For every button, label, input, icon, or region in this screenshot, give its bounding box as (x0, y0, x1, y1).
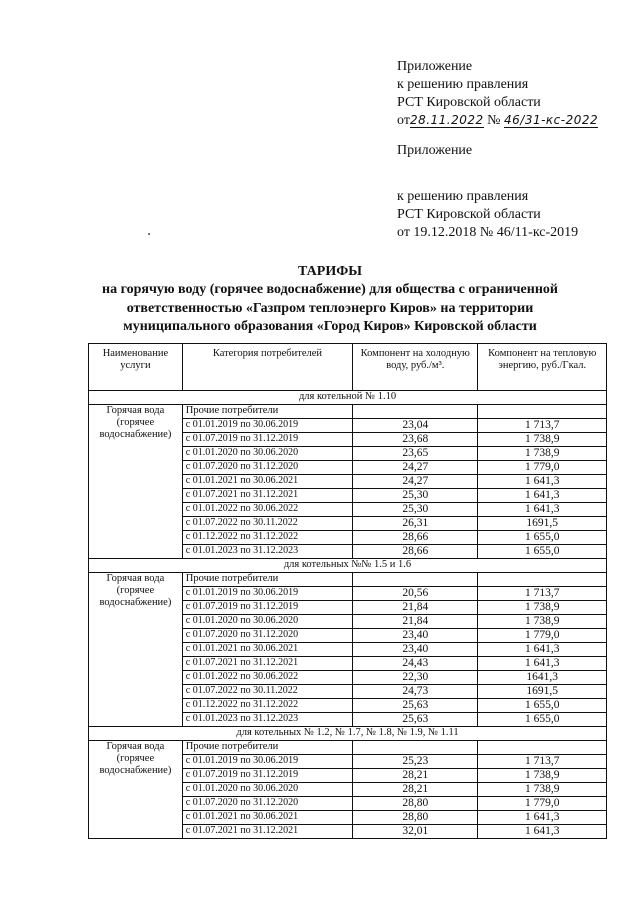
heat-energy-value: 1 655,0 (478, 699, 607, 713)
heat-energy-value: 1 779,0 (478, 629, 607, 643)
heat-energy-value: 1 713,7 (478, 587, 607, 601)
period-cell: с 01.01.2023 по 31.12.2023 (182, 713, 352, 727)
table-header-row (89, 344, 607, 391)
period-cell: с 01.07.2019 по 31.12.2019 (182, 601, 352, 615)
cold-water-value: 23,65 (353, 447, 478, 461)
section-row (89, 727, 607, 741)
handwritten-date: 28.11.2022 (409, 113, 484, 127)
consumer-category: Прочие потребители (182, 405, 352, 419)
period-cell: с 01.01.2021 по 30.06.2021 (182, 811, 352, 825)
heat-energy-value: 1 655,0 (478, 545, 607, 559)
period-cell: с 01.01.2023 по 31.12.2023 (182, 545, 352, 559)
period-cell: с 01.07.2021 по 31.12.2021 (182, 489, 352, 503)
cold-water-value: 25,30 (353, 503, 478, 517)
handwritten-number: 46/31-кс-2022 (504, 113, 599, 127)
header-cold-water: Компонент на холодную воду, руб./м³. (353, 344, 478, 391)
heat-energy-value: 1691,5 (478, 517, 607, 531)
document-subtitle-line: муниципального образования «Город Киров» Кировской области (123, 319, 537, 334)
period-cell: с 01.01.2019 по 30.06.2019 (182, 755, 352, 769)
heat-energy-value: 1 779,0 (478, 797, 607, 811)
heat-energy-value: 1 641,3 (478, 475, 607, 489)
empty-cell (478, 741, 607, 755)
period-cell: с 01.07.2021 по 31.12.2021 (182, 657, 352, 671)
cold-water-value: 24,27 (353, 475, 478, 489)
appendix-header-original (397, 142, 578, 242)
category-row (89, 741, 607, 755)
section-title: для котельной № 1.10 (89, 391, 607, 405)
cold-water-value: 24,43 (353, 657, 478, 671)
section-title: для котельных № 1.2, № 1.7, № 1.8, № 1.9, № 1.11 (89, 727, 607, 741)
period-cell: с 01.01.2020 по 30.06.2020 (182, 615, 352, 629)
heat-energy-value: 1 738,9 (478, 433, 607, 447)
appendix-label: Приложение (397, 143, 473, 158)
decision-label: к решению правления (397, 77, 529, 92)
document-subtitle-line: ответственностью «Газпром теплоэнерго Киров» на территории (126, 301, 534, 316)
section-row (89, 391, 607, 405)
period-cell: с 01.07.2022 по 30.11.2022 (182, 685, 352, 699)
header-service: Наименование услуги (89, 344, 183, 391)
consumer-category: Прочие потребители (182, 741, 352, 755)
period-cell: с 01.07.2022 по 30.11.2022 (182, 517, 352, 531)
cold-water-value: 25,23 (353, 755, 478, 769)
decision-date-number (397, 112, 598, 130)
cold-water-value: 25,63 (353, 713, 478, 727)
cold-water-value: 23,04 (353, 419, 478, 433)
period-cell: с 01.01.2022 по 30.06.2022 (182, 671, 352, 685)
service-name: Горячая вода (горячее водоснабжение) (89, 741, 183, 839)
empty-cell (353, 741, 478, 755)
cold-water-value: 25,30 (353, 489, 478, 503)
consumer-category: Прочие потребители (182, 573, 352, 587)
authority-label: РСТ Кировской области (397, 95, 541, 110)
period-cell: с 01.01.2019 по 30.06.2019 (182, 587, 352, 601)
empty-cell (353, 405, 478, 419)
appendix-label: Приложение (397, 59, 473, 74)
heat-energy-value: 1 641,3 (478, 503, 607, 517)
cold-water-value: 25,63 (353, 699, 478, 713)
period-cell: с 01.12.2022 по 31.12.2022 (182, 531, 352, 545)
tariff-table (88, 343, 607, 839)
cold-water-value: 23,40 (353, 629, 478, 643)
heat-energy-value: 1691,5 (478, 685, 607, 699)
period-cell: с 01.07.2019 по 31.12.2019 (182, 769, 352, 783)
empty-cell (478, 573, 607, 587)
heat-energy-value: 1 738,9 (478, 615, 607, 629)
cold-water-value: 32,01 (353, 825, 478, 839)
heat-energy-value: 1 738,9 (478, 447, 607, 461)
cold-water-value: 23,40 (353, 643, 478, 657)
period-cell: с 01.01.2020 по 30.06.2020 (182, 447, 352, 461)
heat-energy-value: 1 655,0 (478, 531, 607, 545)
cold-water-value: 20,56 (353, 587, 478, 601)
heat-energy-value: 1641,3 (478, 671, 607, 685)
service-name: Горячая вода (горячее водоснабжение) (89, 405, 183, 559)
heat-energy-value: 1 641,3 (478, 811, 607, 825)
category-row (89, 405, 607, 419)
cold-water-value: 24,27 (353, 461, 478, 475)
section-row (89, 559, 607, 573)
document-subtitle-line: на горячую воду (горячее водоснабжение) для общества с ограниченной (102, 282, 558, 297)
decision-label: к решению правления (397, 189, 529, 204)
scan-speck (148, 233, 150, 235)
period-cell: с 01.07.2019 по 31.12.2019 (182, 433, 352, 447)
period-cell: с 01.12.2022 по 31.12.2022 (182, 699, 352, 713)
authority-label: РСТ Кировской области (397, 207, 541, 222)
cold-water-value: 28,21 (353, 769, 478, 783)
heat-energy-value: 1 779,0 (478, 461, 607, 475)
cold-water-value: 23,68 (353, 433, 478, 447)
heat-energy-value: 1 641,3 (478, 657, 607, 671)
cold-water-value: 28,66 (353, 545, 478, 559)
date-prefix: от (397, 113, 410, 128)
period-cell: с 01.01.2021 по 30.06.2021 (182, 643, 352, 657)
period-cell: с 01.01.2019 по 30.06.2019 (182, 419, 352, 433)
empty-cell (353, 573, 478, 587)
empty-cell (478, 405, 607, 419)
appendix-header-current (397, 58, 598, 130)
cold-water-value: 22,30 (353, 671, 478, 685)
heat-energy-value: 1 641,3 (478, 643, 607, 657)
period-cell: с 01.07.2020 по 31.12.2020 (182, 629, 352, 643)
heat-energy-value: 1 738,9 (478, 601, 607, 615)
heat-energy-value: 1 641,3 (478, 825, 607, 839)
period-cell: с 01.07.2020 по 31.12.2020 (182, 797, 352, 811)
cold-water-value: 24,73 (353, 685, 478, 699)
cold-water-value: 21,84 (353, 601, 478, 615)
decision-date-number: от 19.12.2018 № 46/11-кс-2019 (397, 225, 579, 240)
heat-energy-value: 1 641,3 (478, 489, 607, 503)
period-cell: с 01.01.2021 по 30.06.2021 (182, 475, 352, 489)
document-title: ТАРИФЫ (298, 264, 362, 279)
heat-energy-value: 1 738,9 (478, 783, 607, 797)
period-cell: с 01.07.2020 по 31.12.2020 (182, 461, 352, 475)
service-name: Горячая вода (горячее водоснабжение) (89, 573, 183, 727)
cold-water-value: 28,80 (353, 797, 478, 811)
heat-energy-value: 1 713,7 (478, 755, 607, 769)
cold-water-value: 28,21 (353, 783, 478, 797)
header-category: Категория потребителей (182, 344, 352, 391)
cold-water-value: 28,66 (353, 531, 478, 545)
table-body (89, 391, 607, 839)
cold-water-value: 21,84 (353, 615, 478, 629)
heat-energy-value: 1 738,9 (478, 769, 607, 783)
category-row (89, 573, 607, 587)
period-cell: с 01.01.2020 по 30.06.2020 (182, 783, 352, 797)
cold-water-value: 26,31 (353, 517, 478, 531)
header-heat-energy: Компонент на тепловую энергию, руб./Гкал. (478, 344, 607, 391)
number-prefix: № (487, 113, 501, 128)
period-cell: с 01.07.2021 по 31.12.2021 (182, 825, 352, 839)
section-title: для котельных №№ 1.5 и 1.6 (89, 559, 607, 573)
heat-energy-value: 1 655,0 (478, 713, 607, 727)
heat-energy-value: 1 713,7 (478, 419, 607, 433)
cold-water-value: 28,80 (353, 811, 478, 825)
period-cell: с 01.01.2022 по 30.06.2022 (182, 503, 352, 517)
